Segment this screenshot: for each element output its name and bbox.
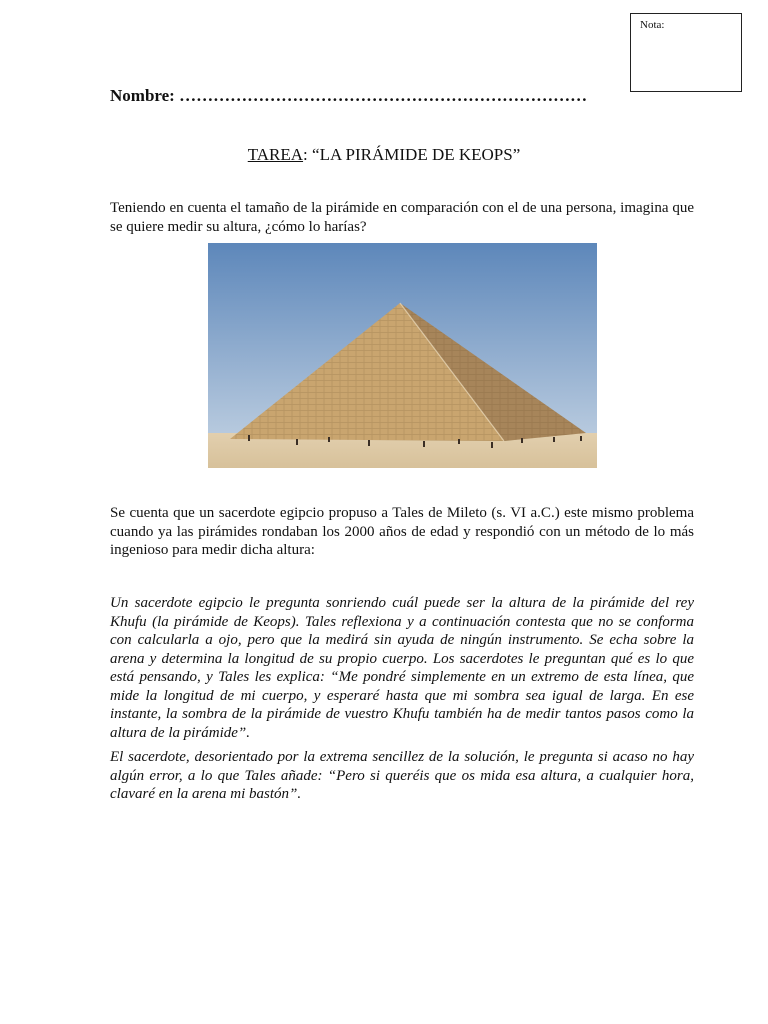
story-paragraph: Se cuenta que un sacerdote egipcio propuso a Tales de Mileto (s. VI a.C.) este mismo problema cuando ya las pirámides rondaban los 2000 años de edad y respondió con un método de lo más ingenioso para medir dicha altura: [110,505,694,558]
title-prefix: TAREA [247,145,304,164]
grade-label: Nota: [640,19,665,31]
title-rest: : “LA PIRÁMIDE DE KEOPS” [303,145,521,164]
page-title [0,145,768,165]
quote-paragraph-2: El sacerdote, desorientado por la extrema sencillez de la solución, le pregunta si acaso no hay algún error, a lo que Tales añade: “Pero si queréis que os mida esa altura, a cualquier hora, clavaré en la arena mi bastón”. [110,749,694,802]
pyramid-photo [208,243,597,468]
intro-paragraph: Teniendo en cuenta el tamaño de la pirámide en comparación con el de una persona, imagina que se quiere medir su altura, ¿cómo lo harías? [110,200,694,235]
quote-paragraph-1: Un sacerdote egipcio le pregunta sonriendo cuál puede ser la altura de la pirámide del rey Khufu (la pirámide de Keops). Tales reflexiona y a continuación contesta que no se conforma con calcularla a ojo, pero que la medirá sin ayuda de ningún instrumento. Se echa sobre la arena y determina la longitud de su propio cuerpo. Los sacerdotes le preguntan qué es lo que está pensando, y Tales les explica: “Me pondré simplemente en un extremo de esta línea, que mide la longitud de mi cuerpo, y esperaré hasta que mi sombra sea igual de larga. En ese instante, la sombra de la pirámide de vuestro Khufu también ha de medir tantos pasos como la altura de la pirámide”. [110,595,694,741]
grade-box [630,13,742,92]
name-field: Nombre: ……………………………………………………………… [110,86,588,105]
pyramid-illustration [208,243,597,468]
